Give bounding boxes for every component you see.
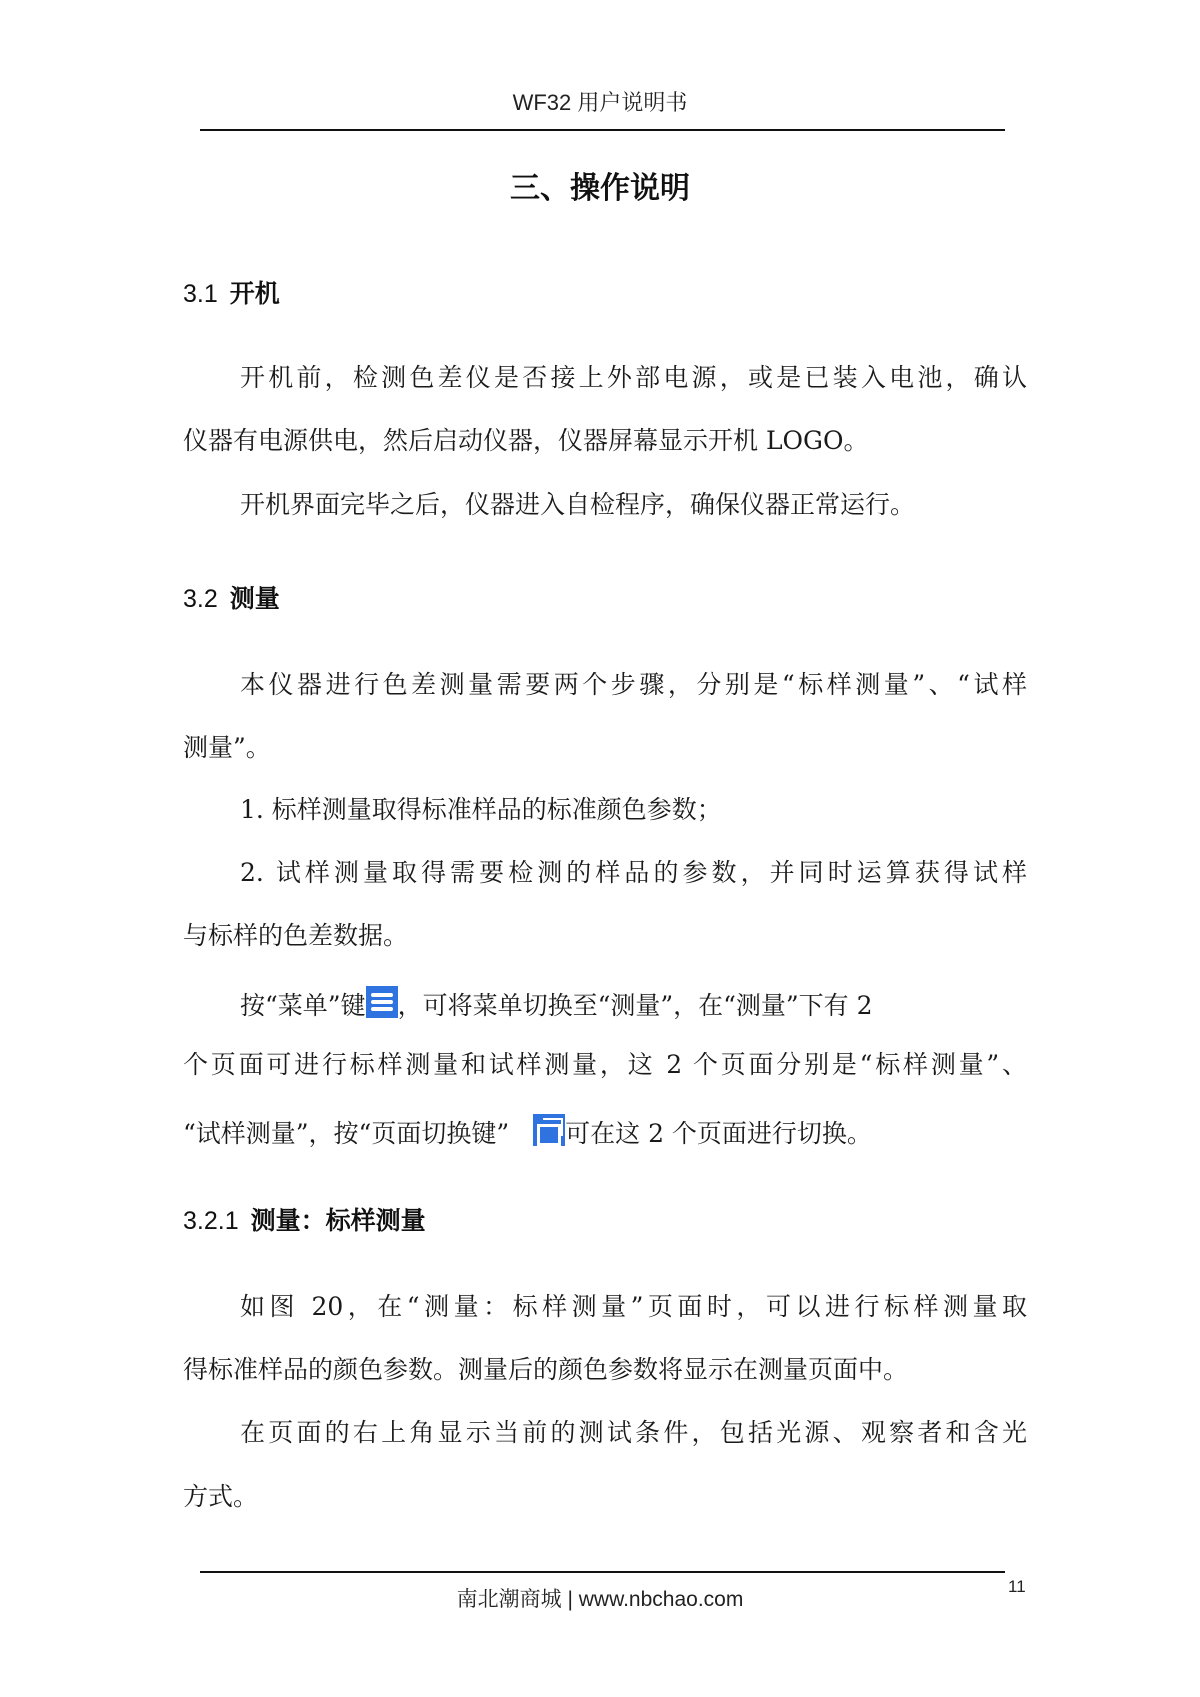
menu-key-line: [240, 986, 1027, 1020]
list-item: 2. 试样测量取得需要检测的样品的参数，并同时运算获得试样: [240, 858, 1027, 887]
menu-icon: [366, 986, 398, 1018]
section-heading-3-2: [183, 579, 280, 615]
paragraph-line: 本仪器进行色差测量需要两个步骤，分别是“标样测量”、“试样: [240, 670, 1027, 699]
section-title: 开机: [229, 280, 280, 308]
header-rule: [200, 129, 1005, 131]
page-number: 11: [1008, 1577, 1026, 1596]
text: ，可将菜单切换至“测量”，在“测量”下有 2: [397, 991, 873, 1020]
list-item: 1. 标样测量取得标准样品的标准颜色参数；: [240, 795, 722, 824]
section-title: 测量: [229, 585, 280, 613]
section-number: 3.2: [183, 585, 218, 613]
paragraph-line: 个页面可进行标样测量和试样测量，这 2 个页面分别是“标样测量”、: [183, 1050, 1027, 1079]
paragraph-line: 方式。: [183, 1482, 259, 1511]
paragraph-line: 在页面的右上角显示当前的测试条件，包括光源、观察者和含光: [240, 1418, 1027, 1447]
section-title: 测量：标样测量: [250, 1207, 426, 1235]
text: 按“菜单”键: [240, 991, 366, 1020]
paragraph-line: 得标准样品的颜色参数。测量后的颜色参数将显示在测量页面中。: [183, 1355, 909, 1384]
section-number: 3.2.1: [183, 1207, 239, 1235]
footer-text: 南北潮商城 | www.nbchao.com: [456, 1588, 744, 1611]
chapter-title: 三、操作说明: [510, 171, 690, 206]
section-number: 3.1: [183, 280, 218, 308]
footer-rule: [200, 1571, 1005, 1573]
text: 可在这 2 个页面进行切换。: [565, 1119, 872, 1148]
paragraph-line: 如图 20，在“测量：标样测量”页面时，可以进行标样测量取: [240, 1292, 1027, 1321]
paragraph-line: 与标样的色差数据。: [183, 921, 409, 950]
section-heading-3-2-1: [183, 1201, 426, 1237]
paragraph-line: 仪器有电源供电，然后启动仪器，仪器屏幕显示开机 LOGO。: [183, 426, 869, 455]
paragraph-line: 测量”。: [183, 733, 271, 762]
page-switch-line: [183, 1114, 1027, 1148]
page-switch-icon: [533, 1114, 565, 1146]
text: “试样测量”，按“页面切换键”: [183, 1119, 510, 1148]
section-heading-3-1: [183, 274, 280, 310]
running-header: WF32 用户说明书: [512, 90, 688, 115]
paragraph-line: 开机前，检测色差仪是否接上外部电源，或是已装入电池，确认: [240, 363, 1027, 392]
paragraph-line: 开机界面完毕之后，仪器进入自检程序，确保仪器正常运行。: [240, 490, 916, 519]
